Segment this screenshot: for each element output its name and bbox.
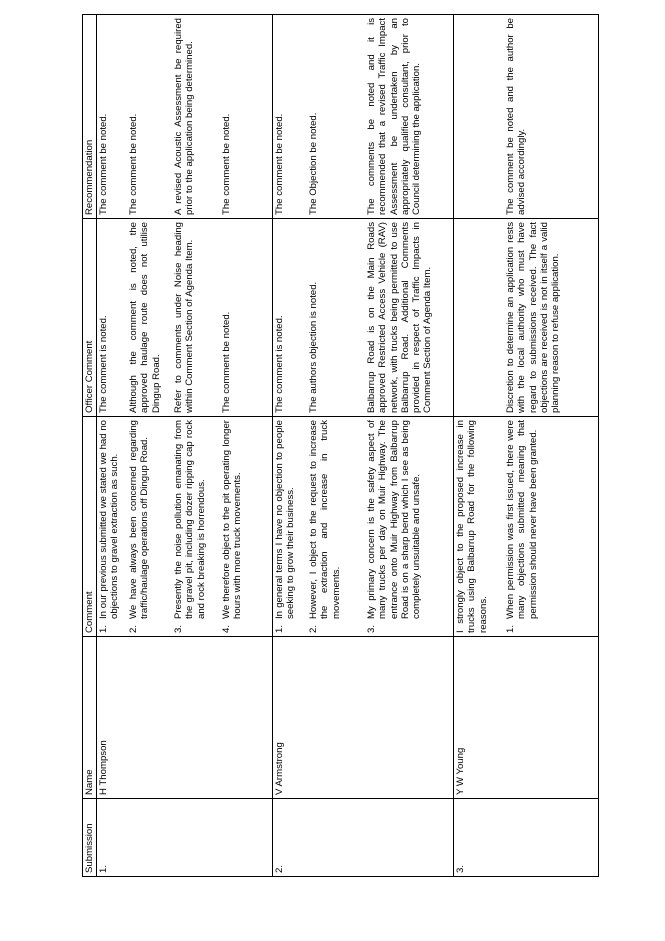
- recommendation: The comment be noted.: [98, 113, 110, 215]
- submission-number: 3.: [454, 799, 599, 877]
- recommendation-cell: [273, 15, 454, 219]
- recommendation: The comment be noted.: [221, 113, 233, 215]
- table-row: [97, 15, 273, 877]
- recommendation: A revised Acoustic Assessment be required prior to the application being determined.: [173, 18, 196, 215]
- submitter-name: V Armstrong: [273, 637, 454, 799]
- list-item: [505, 420, 539, 633]
- item-number: 4.: [221, 624, 233, 633]
- table-row: [273, 15, 454, 877]
- table-row: [454, 15, 599, 877]
- comment-cell: [454, 417, 599, 637]
- recommendation-cell: [97, 15, 273, 219]
- officer-comment: The authors objection is noted.: [308, 281, 320, 413]
- item-number: 1.: [505, 624, 517, 633]
- officer-comment: Balbarrup Road is on the Main Roads approved Restricted Access Vehicle (RAV) network, with trucks being permitted to use Balbarrup Road. Additional Comments provided in respect of Traffic Impacts in Comment Section of Agenda Item.: [366, 222, 434, 413]
- officer-comment: Discretion to determine an application rests with the local authority who must have regard to submissions received. The fact objections are received is not in itself a valid planning reason to refuse application.: [505, 222, 562, 413]
- officer-comment-spacer: [455, 222, 505, 413]
- item-number: 3.: [173, 624, 185, 633]
- item-number: 2.: [128, 624, 140, 633]
- list-item: [221, 420, 243, 633]
- recommendation: The comments be noted and it is recommended that a revised Traffic Impact Assessment be undertaken by an appropriately qualified consultant, prior to Council determining the application.: [366, 18, 423, 215]
- list-item: [128, 420, 173, 633]
- list-item: [366, 420, 422, 633]
- comment-text: However, I object to the request to increase the extraction and increase in truck movements.: [308, 420, 342, 619]
- recommendation: The comment be noted.: [128, 113, 140, 215]
- officer-comment: Refer to comments under Noise heading within Comment Section of Agenda Item.: [173, 222, 196, 413]
- header-name: Name: [83, 637, 97, 799]
- comment-cell: [273, 417, 454, 637]
- recommendation: The comment be noted and the author be advised accordingly.: [505, 18, 528, 215]
- recommendation-cell: [454, 15, 599, 219]
- comment-text: We therefore object to the pit operating longer hours with more truck movements.: [221, 420, 244, 619]
- comment-intro: I strongly object to the proposed increase in trucks using Balbarrup Road for the following reasons.: [455, 420, 489, 633]
- item-number: 3.: [366, 624, 378, 633]
- header-comment: Comment: [83, 417, 97, 637]
- list-item: [274, 420, 308, 633]
- table-header-row: [83, 15, 97, 877]
- item-number: 1.: [274, 624, 286, 633]
- comment-text: My primary concern is the safety aspect of many trucks per day on Muir Highway. The entrance onto Muir Highway from Balbarrup Road is on a sharp bend which I see as being completely unsuitable and unsafe.: [366, 420, 423, 619]
- submission-number: 2.: [273, 799, 454, 877]
- comment-text: In our previous submitted we stated we had no objections to gravel extraction as such.: [98, 420, 121, 619]
- recommendation: The Objection be noted.: [308, 112, 320, 215]
- officer-comment-cell: [97, 219, 273, 417]
- officer-comment: The comment is noted.: [98, 315, 110, 413]
- item-number: 1.: [98, 624, 110, 633]
- item-number: 2.: [308, 624, 320, 633]
- comment-text: We have always been concerned regarding traffic/haulage operations off Dingup Road.: [128, 420, 151, 619]
- header-officer-comment: Officer Comment: [83, 219, 97, 417]
- comment-text: When permission was first issued, there were many objections submitted meaning that permission should never have been granted.: [505, 420, 539, 619]
- officer-comment-cell: [454, 219, 599, 417]
- comment-cell: [97, 417, 273, 637]
- submissions-table: [82, 14, 599, 877]
- submitter-name: Y W Young: [454, 637, 599, 799]
- list-item: [308, 420, 366, 633]
- recommendation: The comment be noted.: [274, 113, 286, 215]
- rotated-page: [82, 15, 597, 877]
- officer-comment-cell: [273, 219, 454, 417]
- officer-comment: The comment is noted.: [274, 315, 286, 413]
- submitter-name: H Thompson: [97, 637, 273, 799]
- officer-comment: Although the comment is noted, the approved haulage route does not utilise Dingup Road.: [128, 222, 162, 413]
- header-submission: Submission: [83, 799, 97, 877]
- submission-number: 1.: [97, 799, 273, 877]
- header-recommendation: Recommendation: [83, 15, 97, 219]
- comment-text: Presently the noise pollution emanating from the gravel pit, including dozer ripping cap rock and rock breaking is horrendous.: [173, 420, 207, 619]
- list-item: [173, 420, 221, 633]
- recommendation-spacer: [455, 18, 505, 215]
- officer-comment: The comment be noted.: [221, 311, 233, 413]
- comment-text: In general terms I have no objection to people seeking to grow their business.: [274, 420, 297, 619]
- list-item: [98, 420, 128, 633]
